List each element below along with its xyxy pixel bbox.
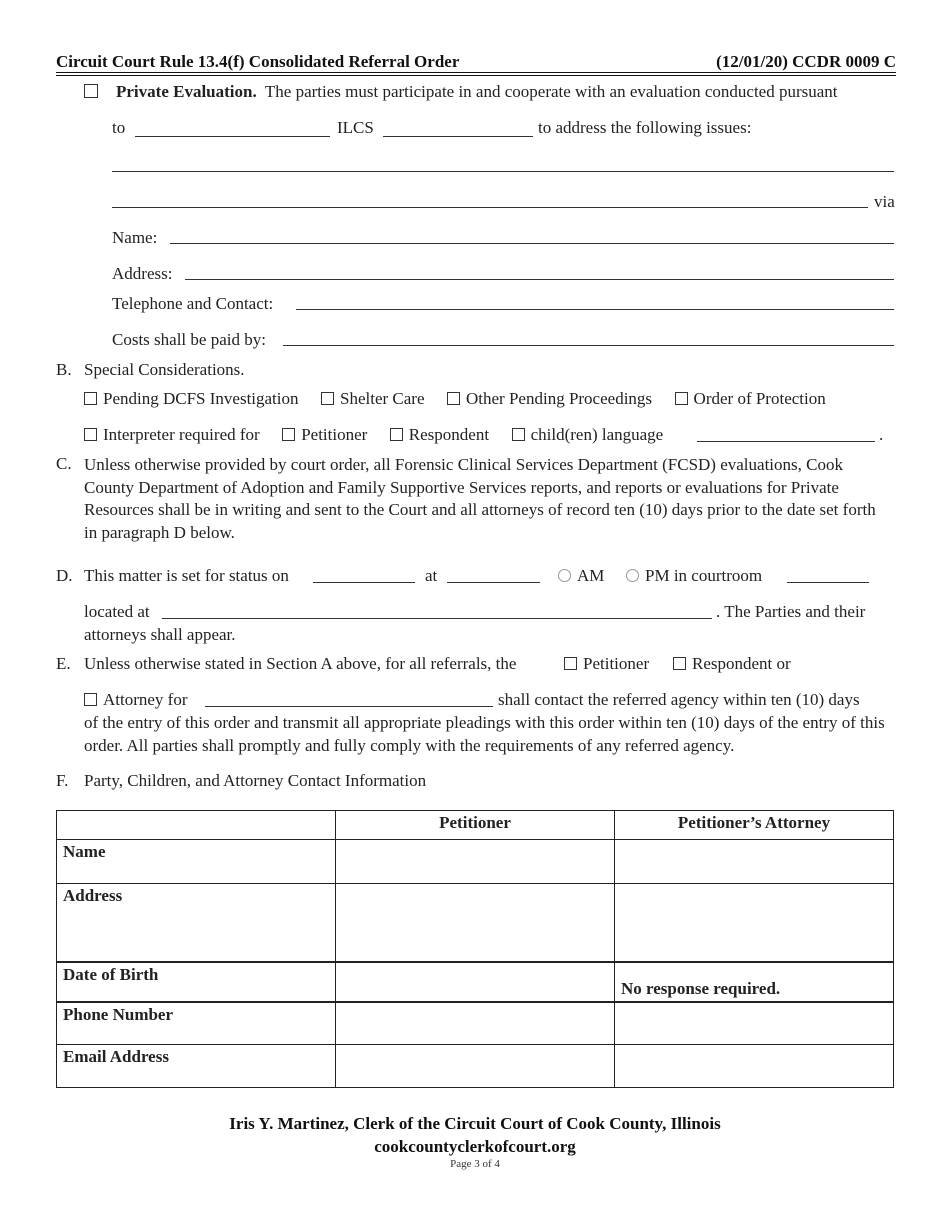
table-header-petitioner: Petitioner — [336, 811, 615, 840]
name-field[interactable] — [170, 243, 894, 244]
interp-respondent-label: Respondent — [408, 425, 490, 444]
interp-petitioner-label: Petitioner — [301, 425, 368, 444]
pm-radio[interactable] — [626, 569, 639, 582]
issues-label: to address the following issues: — [538, 118, 752, 137]
located-label: located at — [84, 602, 150, 621]
other-proceedings-checkbox[interactable] — [447, 392, 460, 405]
section-b-title: Special Considerations. — [84, 360, 245, 379]
shelter-care-label: Shelter Care — [340, 389, 425, 408]
issues-line-2[interactable] — [112, 207, 868, 208]
e-petitioner-label: Petitioner — [583, 654, 650, 673]
interp-petitioner-checkbox[interactable] — [282, 428, 295, 441]
language-period: . — [879, 425, 884, 444]
page-number: Page 3 of 4 — [450, 1158, 500, 1170]
page-header — [56, 52, 896, 72]
table-row — [57, 1045, 894, 1088]
petitioner-address-cell[interactable] — [336, 884, 615, 962]
e-respondent-label: Respondent or — [692, 654, 791, 673]
order-protection-checkbox[interactable] — [675, 392, 688, 405]
private-eval-text: The parties must participate in and cooperate with an evaluation conducted pursuant — [264, 82, 838, 101]
e-respondent-option — [673, 654, 791, 674]
at-label: at — [425, 566, 438, 585]
appear-text-2: attorneys shall appear. — [84, 625, 236, 644]
location-field[interactable] — [162, 618, 712, 619]
contact-text: shall contact the referred agency within ten (10) days — [498, 690, 860, 709]
interpreter-row — [84, 425, 663, 445]
attorney-address-cell[interactable] — [615, 884, 894, 962]
name-label: Name: — [112, 228, 158, 247]
e-petitioner-option — [564, 654, 649, 674]
petitioner-dob-cell[interactable] — [336, 962, 615, 1002]
row-label-email: Email Address — [57, 1045, 336, 1088]
table-row — [57, 1002, 894, 1045]
table-header-attorney: Petitioner’s Attorney — [615, 811, 894, 840]
attorney-field[interactable] — [205, 706, 493, 707]
row-label-address: Address — [57, 884, 336, 962]
am-label: AM — [577, 566, 605, 585]
form-code: (12/01/20) CCDR 0009 C — [716, 52, 896, 71]
dcfs-checkbox[interactable] — [84, 392, 97, 405]
row-label-phone: Phone Number — [57, 1002, 336, 1045]
status-date-field[interactable] — [313, 582, 415, 583]
form-title: Circuit Court Rule 13.4(f) Consolidated Referral Order — [56, 52, 460, 71]
table-row — [57, 840, 894, 884]
interp-children-label: child(ren) language — [530, 425, 664, 444]
section-c-letter: C. — [56, 454, 72, 473]
e-respondent-checkbox[interactable] — [673, 657, 686, 670]
costs-field[interactable] — [283, 345, 894, 346]
no-response-cell: No response required. — [615, 962, 894, 1002]
courtroom-field[interactable] — [787, 582, 869, 583]
telephone-field[interactable] — [296, 309, 894, 310]
to-label: to — [112, 118, 126, 137]
section-b-letter: B. — [56, 360, 72, 379]
attorney-label: Attorney for — [103, 690, 188, 709]
header-rule-2 — [56, 75, 896, 76]
section-c-text: Unless otherwise provided by court order, all Forensic Clinical Services Department (FCSD) evaluations, Cook County Department of Adoption and Family Supportive Services reports, and reports or evaluations for Private Resources shall be in writing and sent to the Court and all attorneys of record ten (10) days prior to the date set forth in paragraph D below. — [84, 455, 876, 542]
interpreter-checkbox[interactable] — [84, 428, 97, 441]
costs-label: Costs shall be paid by: — [112, 330, 266, 349]
appear-text-1: . The Parties and their — [716, 602, 866, 621]
address-label: Address: — [112, 264, 173, 283]
language-field[interactable] — [697, 441, 875, 442]
attorney-option — [84, 690, 188, 710]
table-header-row — [57, 811, 894, 840]
row-label-dob: Date of Birth — [57, 962, 336, 1002]
am-option — [558, 566, 604, 586]
table-header-blank — [57, 811, 336, 840]
interp-children-checkbox[interactable] — [512, 428, 525, 441]
attorney-email-cell[interactable] — [615, 1045, 894, 1088]
status-label: This matter is set for status on — [84, 566, 289, 585]
dcfs-label: Pending DCFS Investigation — [103, 389, 299, 408]
order-protection-label: Order of Protection — [693, 389, 826, 408]
contact-table — [56, 810, 894, 1088]
am-radio[interactable] — [558, 569, 571, 582]
petitioner-email-cell[interactable] — [336, 1045, 615, 1088]
section-e-text: Unless otherwise stated in Section A above, for all referrals, the — [84, 654, 517, 673]
private-eval-title: Private Evaluation. — [116, 82, 257, 101]
e-petitioner-checkbox[interactable] — [564, 657, 577, 670]
considerations-row — [84, 389, 826, 409]
address-field[interactable] — [185, 279, 894, 280]
section-e-letter: E. — [56, 654, 71, 673]
telephone-label: Telephone and Contact: — [112, 294, 274, 313]
table-row — [57, 884, 894, 962]
interpreter-label: Interpreter required for — [103, 425, 260, 444]
row-label-name: Name — [57, 840, 336, 884]
table-row — [57, 962, 894, 1002]
attorney-checkbox[interactable] — [84, 693, 97, 706]
status-time-field[interactable] — [447, 582, 540, 583]
header-rule — [56, 72, 896, 73]
pm-option — [626, 566, 762, 586]
private-eval-row — [84, 82, 838, 102]
private-eval-checkbox[interactable] — [84, 84, 98, 98]
pm-label: PM in courtroom — [645, 566, 763, 585]
petitioner-name-cell[interactable] — [336, 840, 615, 884]
statute-field[interactable] — [135, 136, 330, 137]
attorney-phone-cell[interactable] — [615, 1002, 894, 1045]
attorney-name-cell[interactable] — [615, 840, 894, 884]
petitioner-phone-cell[interactable] — [336, 1002, 615, 1045]
interp-respondent-checkbox[interactable] — [390, 428, 403, 441]
footer-site: cookcountyclerkofcourt.org — [374, 1137, 576, 1156]
issues-line-1[interactable] — [112, 171, 894, 172]
section-d-letter: D. — [56, 566, 73, 585]
section-f-letter: F. — [56, 771, 69, 790]
footer-clerk: Iris Y. Martinez, Clerk of the Circuit Court of Cook County, Illinois — [229, 1114, 721, 1133]
shelter-care-checkbox[interactable] — [321, 392, 334, 405]
section-field[interactable] — [383, 136, 533, 137]
other-proceedings-label: Other Pending Proceedings — [466, 389, 653, 408]
via-label: via — [874, 192, 895, 211]
ilcs-label: ILCS — [337, 118, 374, 137]
section-e-rest: of the entry of this order and transmit all appropriate pleadings with this order within ten (10) days of the entry of this order. All parties shall promptly and fully comply with the requirements of any referred agency. — [84, 713, 885, 755]
section-f-title: Party, Children, and Attorney Contact Information — [84, 771, 427, 790]
